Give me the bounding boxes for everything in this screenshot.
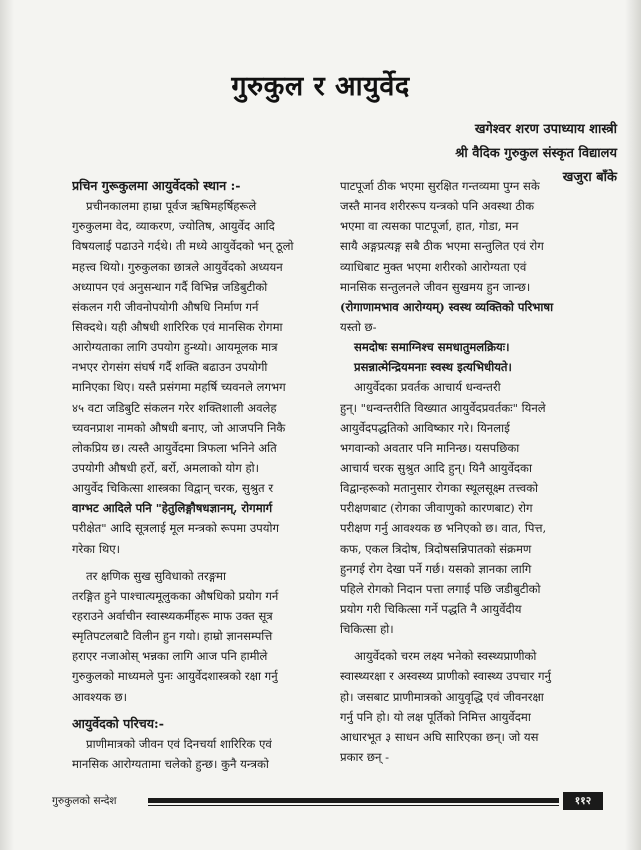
author-place: खजुरा बाँके [562, 170, 617, 185]
page-footer [52, 792, 611, 810]
author-name: खगेश्वर शरण उपाध्याय शास्त्री [474, 122, 617, 137]
paragraph-line: तर क्षणिक सुख सुविधाको तरङ्गमा [86, 568, 226, 583]
paragraph-line: हराएर नजाओस् भन्नका लागि आज पनि हामीले [72, 649, 268, 664]
paragraph-line: गर्नु पनि हो। यो लक्ष पूर्तिको निमित्त आयुर्वेदमा [340, 709, 531, 724]
right-column [340, 176, 620, 767]
paragraph-line: ४५ वटा जडिबुटि संकलन गरेर शक्तिशाली अवलेह [72, 400, 277, 415]
footer-publication-name: गुरुकुलको सन्देश [52, 795, 117, 807]
shloka-line: प्रसन्नात्मेन्द्रियमनाः स्वस्थ इत्यभिधीयते। [354, 360, 512, 375]
paragraph-gap [340, 639, 620, 646]
paragraph-line: आयुर्वेदका प्रवर्तक आचार्य धन्वन्तरी [354, 380, 501, 395]
section-heading-introduction: आयुर्वेदको परिचय:- [72, 715, 164, 731]
page-number: ११२ [563, 792, 603, 810]
author-institution: श्री वैदिक गुरुकुल संस्कृत विद्यालय [455, 146, 617, 161]
paragraph-line: वाग्भट आदिले पनि "हेतुलिङ्गौषधज्ञानम्, रोगमार्ग [72, 501, 273, 516]
paragraph-line: आयुर्वेदको चरम लक्ष्य भनेको स्वस्थ्यप्राणीको [354, 649, 537, 664]
paragraph-line: आचार्य चरक सुश्रुत आदि हुन्। यिनै आयुर्वेदका [340, 460, 532, 475]
paragraph-line: मानिएका थिए। यस्तै प्रसंगमा महर्षि च्यवनले लगभग [72, 380, 286, 395]
footer-rule [148, 798, 559, 803]
paragraph-line: प्रचीनकालमा हाम्रा पूर्वज ऋषिमहर्षिहरूले [86, 199, 257, 214]
paragraph-line: व्याधिबाट मुक्त भएमा शरीरको आरोग्यता एवं [340, 259, 527, 274]
paragraph-line: भगवान्को अवतार पनि मानिन्छ। यसपछिका [340, 440, 520, 455]
paragraph-gap [72, 707, 326, 714]
paragraph-line: उपयोगी औषधी हर्रो, बर्रो, अमलाको योग हो। [72, 460, 260, 475]
paragraph-line: मानसिक आरोग्यतामा चलेको हुन्छ। कुनै यन्त्रको [72, 756, 269, 771]
paragraph-line: स्मृतिपटलबाटै विलीन हुन गयो। हाम्रो ज्ञानसम्पत्ति [72, 629, 273, 644]
paragraph-line: प्राणीमात्रको जीवन एवं दिनचर्या शारिरिक एवं [86, 736, 272, 751]
paragraph-line: भएमा वा त्यसका पाटपूर्जा, हात, गोडा, मन [340, 219, 519, 234]
paragraph-line: स्वास्थ्यरक्षा र अस्वस्थ्य प्राणीको स्वास्थ्य उपचार गर्नु [340, 669, 551, 684]
paragraph-line: आरोग्यताका लागि उपयोग हुन्थ्यो। आयमूलक मात्र [72, 340, 278, 355]
paragraph-line: मानसिक सन्तुलनले जीवन सुखमय हुन जान्छ। [340, 279, 531, 294]
paragraph-line: सायै अङ्गप्रत्यङ्ग सबै ठीक भएमा सन्तुलित एवं रोग [340, 239, 544, 254]
paragraph-line: च्यवनप्राश नामको औषधी बनाए, जो आजपनि निकै [72, 420, 286, 435]
paragraph-line: कफ, एकल त्रिदोष, त्रिदोषसन्निपातको संक्रमण [340, 541, 532, 556]
paragraph-line: अध्यापन एवं अनुसन्धान गर्दै विभिन्न जडिबुटीको [72, 279, 268, 294]
paragraph-line: आयुर्वेद चिकित्सा शास्त्रका विद्वान् चरक, सुश्रुत र [72, 481, 274, 496]
paragraph-line: आवश्यक छ। [72, 689, 128, 704]
paragraph-line: परीक्षेत" आदि सूत्रलाई मूल मन्त्रको रूपमा उपयोग [72, 521, 280, 536]
paragraph-line: जस्तै मानव शरीररूप यन्त्रको पनि अवस्था ठीक [340, 199, 535, 214]
paragraph-line: रहराउने अर्वाचीन स्वास्थ्यकर्मीहरू माफ उक्त सूत्र [72, 608, 273, 623]
paragraph-line: लोकप्रिय छ। त्यस्तै आयुर्वेदमा त्रिफला भनिने अति [72, 440, 277, 455]
paragraph-line: हुन्। "धन्वन्तरीति विख्यात आयुर्वेदप्रवर्तकः" यिनले [340, 400, 546, 415]
paragraph-line: आधारभूत ३ साधन अघि सारिएका छन्। जो यस [340, 729, 539, 744]
paragraph-line: विद्वान्हरूको मतानुसार रोगका स्थूलसूक्ष्म तत्त्वको [340, 481, 539, 496]
paragraph-line: गुरुकुलको माध्यमले पुनः आयुर्वेदशास्त्रको रक्षा गर्नु [72, 669, 278, 684]
paragraph-line: पाटपूर्जा ठीक भएमा सुरक्षित गन्तव्यमा पुग्न सके [340, 179, 540, 193]
paragraph-line: प्रयोग गरी चिकित्सा गर्ने पद्धति नै आयुर्वेदीय [340, 601, 522, 616]
paragraph-line: विषयलाई पढाउने गर्दथे। ती मध्ये आयुर्वेदको भन् ठूलो [72, 239, 294, 254]
paragraph-line: नभएर रोगसंग संघर्ष गर्दै शक्ति बढाउन उपयोगी [72, 360, 268, 375]
paragraph-line: परीक्षण गर्नु आवश्यक छ भनिएको छ। वात, पित्त, [340, 521, 547, 536]
paragraph-line: गुरुकुलमा वेद, व्याकरण, ज्योतिष, आयुर्वेद आदि [72, 219, 275, 234]
paragraph-line: प्रकार छन् - [340, 749, 390, 764]
paragraph-line: हुनगई रोग देखा पर्ने गर्छ। यसको ज्ञानका लागि [340, 561, 532, 576]
paragraph-line: चिकित्सा हो। [340, 622, 394, 637]
left-column [72, 176, 326, 774]
paragraph-line: पहिले रोगको निदान पत्ता लगाई पछि जडीबुटीको [340, 581, 541, 596]
paragraph-line: आयुर्वेदपद्धतिको आविष्कार गरे। यिनलाई [340, 420, 510, 435]
section-heading-gurukul: प्रचिन गुरूकुलमा आयुर्वेदको स्थान :- [72, 178, 241, 193]
paragraph-line: महत्त्व थियो। गुरुकुलका छात्रले आयुर्वेदको अध्ययन [72, 259, 283, 274]
paragraph-line: तरङ्गित हुने पाश्चात्यमूलुकका औषधिको प्रयोग गर्न [72, 588, 279, 603]
paragraph-line: (रोगाणामभाव आरोग्यम्) स्वस्थ व्यक्तिको परिभाषा [340, 299, 554, 314]
paragraph-line: परीक्षणबाट (रोगका जीवाणुको कारणबाट) रोग [340, 501, 533, 516]
paragraph-line: गरेका थिए। [72, 541, 121, 556]
paragraph-line: यस्तो छ- [340, 319, 377, 334]
paragraph-gap [72, 559, 326, 566]
shloka-line: समदोषः समाग्निश्च समधातुमलक्रियः। [354, 340, 510, 355]
paragraph-line: हो। जसबाट प्राणीमात्रको आयुवृद्धि एवं जीवनरक्षा [340, 689, 544, 704]
paragraph-line: संकलन गरी जीवनोपयोगी औषधि निर्माण गर्न [72, 299, 259, 314]
article-title: गुरुकुल र आयुर्वेद [231, 71, 410, 102]
paragraph-line: सिक्दथे। यही औषधी शारिरिक एवं मानसिक रोगमा [72, 319, 283, 334]
